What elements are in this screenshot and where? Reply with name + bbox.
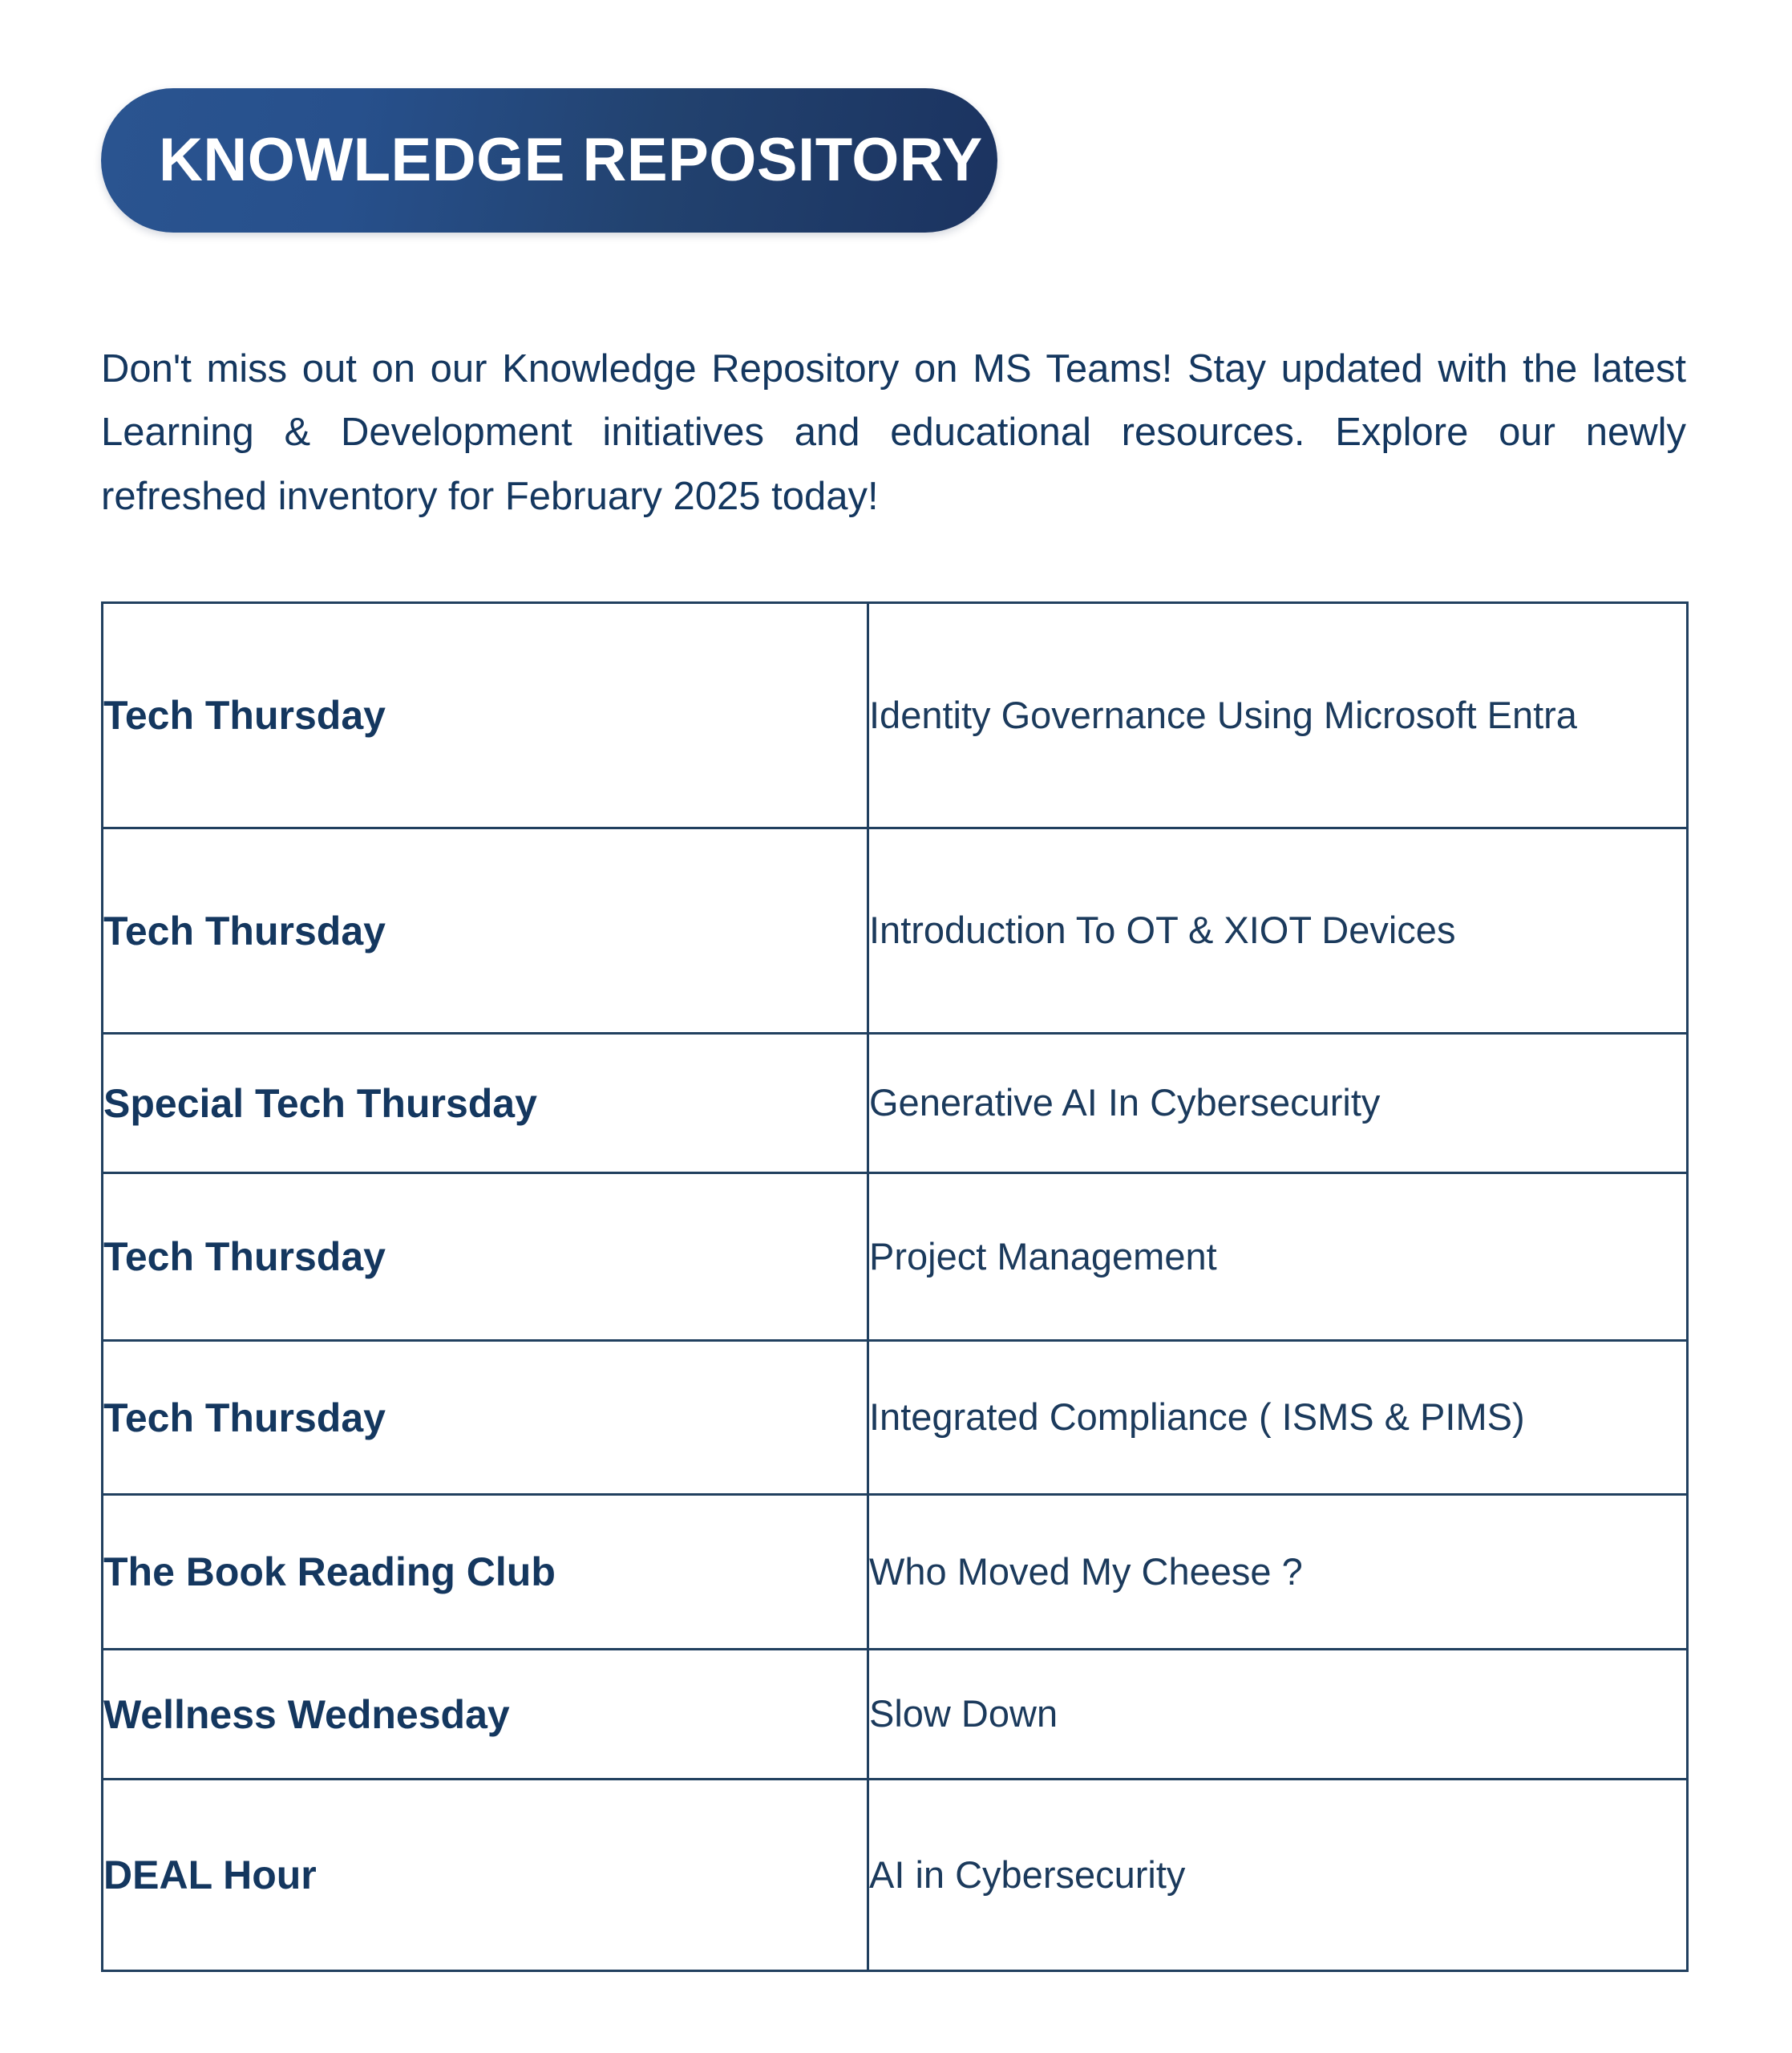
topic-cell: Generative AI In Cybersecurity — [868, 1034, 1688, 1173]
knowledge-repository-table — [101, 601, 1689, 1972]
program-name-cell: Tech Thursday — [103, 828, 868, 1034]
table-row — [103, 1650, 1688, 1780]
topic-cell: Project Management — [868, 1173, 1688, 1341]
topic-cell: AI in Cybersecurity — [868, 1780, 1688, 1971]
program-name-cell: Special Tech Thursday — [103, 1034, 868, 1173]
topic-cell: Slow Down — [868, 1650, 1688, 1780]
topic-cell: Identity Governance Using Microsoft Entra — [868, 603, 1688, 828]
program-name-cell: Tech Thursday — [103, 1173, 868, 1341]
knowledge-repository-banner — [101, 88, 997, 233]
table-row — [103, 603, 1688, 828]
table-row — [103, 1341, 1688, 1495]
program-name-cell: Tech Thursday — [103, 603, 868, 828]
page-title: KNOWLEDGE REPOSITORY — [159, 126, 983, 194]
topic-cell: Who Moved My Cheese ? — [868, 1495, 1688, 1650]
table-row — [103, 1173, 1688, 1341]
table-row — [103, 828, 1688, 1034]
topic-cell: Introduction To OT & XIOT Devices — [868, 828, 1688, 1034]
table-row — [103, 1495, 1688, 1650]
program-name-cell: The Book Reading Club — [103, 1495, 868, 1650]
table-row — [103, 1780, 1688, 1971]
topic-cell: Integrated Compliance ( ISMS & PIMS) — [868, 1341, 1688, 1495]
table-row — [103, 1034, 1688, 1173]
intro-paragraph: Don't miss out on our Knowledge Repository on MS Teams! Stay updated with the latest Learning & Development initiatives and educational resources. Explore our newly refreshed inventory for February 2025 today! — [101, 347, 1686, 518]
program-name-cell: Wellness Wednesday — [103, 1650, 868, 1780]
program-name-cell: Tech Thursday — [103, 1341, 868, 1495]
program-name-cell: DEAL Hour — [103, 1780, 868, 1971]
